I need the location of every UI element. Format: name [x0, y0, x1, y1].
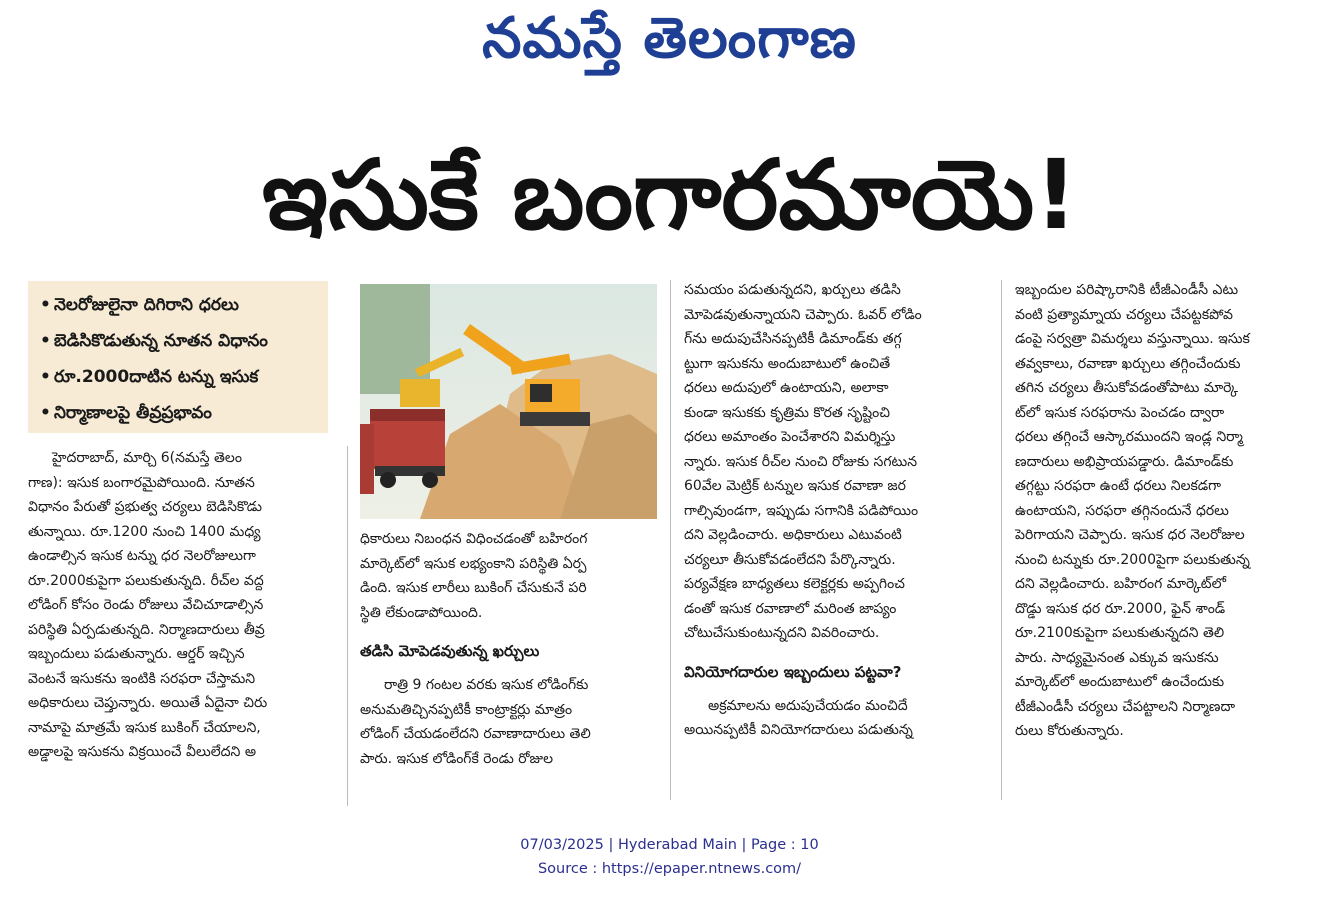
body-text: గాల్సివుండగా, ఇప్పుడు సగానికి పడిపోయిం	[684, 502, 919, 519]
body-text: అక్రమాలను అదుపుచేయడం మంచిదే	[708, 697, 908, 714]
masthead-logo: నమస్తే తెలంగాణ	[482, 6, 857, 71]
body-text: అధికారులు చెప్తున్నారు. అయితే ఏదైనా చిరు	[28, 695, 268, 711]
body-text: అడ్డాలపై ఇసుకను విక్రయించే వీలులేదని అ	[28, 744, 257, 760]
body-text: దని వెల్లడించారు. బహిరంగ మార్కెట్‌లో	[1015, 576, 1227, 592]
body-text: మార్కెట్‌లో అందుబాటులో ఉంచేందుకు	[1015, 674, 1225, 690]
body-text: ఇబ్బందులు పడుతున్నారు. ఆర్డర్ ఇచ్చిన	[28, 646, 245, 662]
footer-date-line: 07/03/2025 | Hyderabad Main | Page : 10	[520, 837, 819, 853]
highlight-item: • రూ.2000దాటిన టన్ను ఇసుక	[40, 367, 259, 387]
article-column-3	[684, 278, 989, 743]
body-text: ధరలు అమాంతం పెంచేశారని విమర్శిస్తు	[684, 429, 896, 445]
body-text: రులు కోరుతున్నారు.	[1015, 723, 1124, 739]
body-text: గ్‌ను అదుపుచేసినప్పటికీ డిమాండ్‌కు తగ్గ	[684, 331, 902, 347]
body-text: సమయం పడుతున్నదని, ఖర్చులు తడిసి	[684, 282, 901, 298]
body-text: మోపెడవుతున్నాయని చెప్పారు. ఓవర్ లోడిం	[684, 306, 922, 323]
body-text: దని వెల్లడించారు. అధికారులు ఎటువంటి	[684, 527, 902, 543]
excavator-image	[360, 284, 657, 519]
body-text: చర్యలూ తీసుకోవడంలేదని పేర్కొన్నారు.	[684, 551, 896, 568]
body-text: ధరలు తగ్గించే ఆస్కారముందని ఇండ్ల నిర్మా	[1015, 429, 1243, 445]
body-text: టీజీఎండీసీ చర్యలు చేపట్టాలని నిర్మాణదా	[1015, 698, 1236, 715]
body-text: లోడింగ్ చేయడంలేదని రవాణాదారులు తెలి	[360, 726, 591, 742]
body-text: అనుమతిచ్చినప్పటికీ కాంట్రాక్టర్లు మాత్రం	[360, 701, 573, 718]
section-subheading: వినియోగదారుల ఇబ్బందులు పట్టవా?	[684, 662, 902, 681]
body-text: పారు. సాధ్యమైనంత ఎక్కువ ఇసుకను	[1015, 649, 1219, 666]
body-text: తగిన చర్యలు తీసుకోవడంతోపాటు మార్కె	[1015, 380, 1239, 396]
body-text: ధరలు అదుపులో ఉంటాయని, అలాకా	[684, 380, 889, 396]
highlight-item: • నెలరోజులైనా దిగిరాని ధరలు	[40, 295, 239, 315]
column-divider	[670, 280, 671, 800]
body-text: చోటుచేసుకుంటున్నదని వివరించారు.	[684, 625, 880, 641]
body-text: ట్టుగా ఇసుకను అందుబాటులో ఉంచితే	[684, 355, 891, 372]
body-text: పరిస్థితి ఏర్పడుతున్నది. నిర్మాణదారులు తీవ్ర	[28, 621, 265, 638]
headline: ఇసుకే బంగారమాయె!	[262, 139, 1078, 251]
highlight-item: • బెడిసికొడుతున్న నూతన విధానం	[40, 331, 268, 351]
body-text: కుండా ఇసుకకు కృత్రిమ కొరత సృష్టించి	[684, 404, 890, 421]
body-text: తగ్గట్టు సరఫరా ఉంటే ధరలు నిలకడగా	[1015, 478, 1222, 494]
body-text: గాణ): ఇసుక బంగారమైపోయింది. నూతన	[28, 474, 255, 491]
body-text: ధికారులు నిబంధన విధించడంతో బహిరంగ	[360, 531, 588, 547]
body-text: పారు. ఇసుక లోడింగ్‌కే రెండు రోజుల	[360, 750, 553, 767]
body-text: న్నారు. ఇసుక రీచ్‌ల నుంచి రోజుకు సగటున	[684, 453, 918, 470]
column-divider	[1001, 280, 1002, 800]
body-text: హైదరాబాద్, మార్చి 6(నమస్తే తెలం	[52, 450, 242, 466]
body-text: ఇబ్బందుల పరిష్కారానికి టీజీఎండీసీ ఎటు	[1015, 282, 1239, 298]
body-text: దొడ్డు ఇసుక ధర రూ.2000, ఫైన్ శాండ్	[1015, 600, 1226, 617]
body-text: తవ్వకాలు, రవాణా ఖర్చులు తగ్గించేందుకు	[1015, 355, 1241, 372]
body-text: ఉంటాయని, సరఫరా తగ్గినందునే ధరలు	[1015, 502, 1229, 519]
footer-source-line: Source : https://epaper.ntnews.com/	[537, 861, 802, 877]
body-text: ఉండాల్సిన ఇసుక టన్ను ధర నెలరోజులుగా	[28, 548, 256, 564]
body-text: నామాపై మాత్రమే ఇసుక బుకింగ్ చేయాలని,	[28, 719, 261, 736]
body-text: డంతో ఇసుక రవాణాలో మరింత జాప్యం	[684, 600, 897, 617]
body-text: డింది. ఇసుక లారీలు బుకింగ్ చేసుకునే పరి	[360, 580, 587, 596]
body-text: రాత్రి 9 గంటల వరకు ఇసుక లోడింగ్‌కు	[384, 677, 589, 693]
article-column-2	[360, 527, 658, 771]
body-text: పర్యవేక్షణ బాధ్యతలు కలెక్టర్లకు అప్పగించ	[684, 576, 905, 592]
body-text: 60వేల మెట్రిక్ టన్నుల ఇసుక రవాణా జర	[684, 478, 906, 494]
body-text: రూ.2000కుపైగా పలుకుతున్నది. రీచ్‌ల వద్ద	[28, 572, 264, 589]
body-text: వెంటనే ఇసుకను ఇంటికి సరఫరా చేస్తామని	[28, 670, 256, 687]
article-column-4	[1015, 278, 1321, 744]
body-text: అయినప్పటికీ వినియోగదారులు పడుతున్న	[684, 722, 913, 738]
body-text: ణదారులు అభిప్రాయపడ్డారు. డిమాండ్‌కు	[1015, 453, 1234, 470]
body-text: తున్నాయి. రూ.1200 నుంచి 1400 మధ్య	[28, 523, 261, 540]
body-text: వంటి ప్రత్యామ్నాయ చర్యలు చేపట్టకపోవ	[1015, 306, 1233, 323]
body-text: మార్కెట్‌లో ఇసుక లభ్యంకాని పరిస్థితి ఏర్ప	[360, 555, 587, 572]
article-column-1	[28, 446, 336, 765]
body-text: లోడింగ్ కోసం రెండు రోజులు వేచిచూడాల్సిన	[28, 597, 264, 613]
body-text: ట్‌లో ఇసుక సరఫరాను పెంచడం ద్వారా	[1015, 404, 1225, 421]
body-text: పెరిగాయని చెప్పారు. ఇసుక ధర నెలరోజుల	[1015, 527, 1245, 543]
body-text: విధానం పేరుతో ప్రభుత్వ చర్యలు బెడిసికొడు	[28, 499, 263, 515]
highlight-item: • నిర్మాణాలపై తీవ్రప్రభావం	[40, 403, 212, 423]
body-text: డంపై సర్వత్రా విమర్శలు వస్తున్నాయి. ఇసుక	[1015, 331, 1250, 347]
section-subheading: తడిసి మోపెడవుతున్న ఖర్చులు	[360, 642, 540, 660]
highlights-box	[28, 281, 328, 433]
body-text: నుంచి టన్నుకు రూ.2000పైగా పలుకుతున్న	[1015, 551, 1250, 568]
sand-quarry-photo	[360, 284, 657, 519]
body-text: స్థితి లేకుండాపోయింది.	[360, 604, 483, 621]
column-divider	[347, 446, 348, 806]
body-text: రూ.2100కుపైగా పలుకుతున్నదని తెలి	[1015, 625, 1225, 641]
